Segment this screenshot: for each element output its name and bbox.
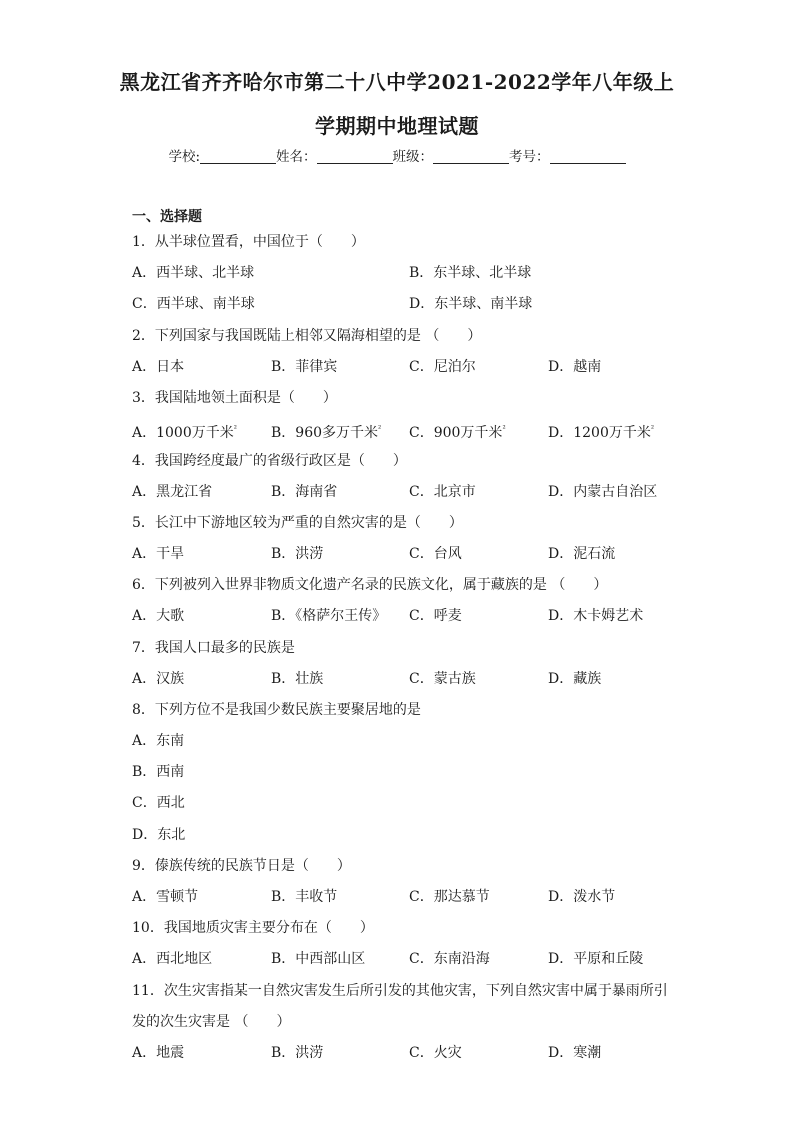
school-blank[interactable] bbox=[200, 149, 276, 164]
q1-option-b[interactable]: B．东半球、北半球 bbox=[409, 265, 532, 281]
q8-option-c[interactable]: C．西北 bbox=[132, 795, 185, 811]
q9-option-b[interactable]: B．丰收节 bbox=[271, 889, 338, 905]
question-stem-11-cont: 发的次生灾害是 （ ） bbox=[132, 1014, 291, 1030]
question-stem-11: 11．次生灾害指某一自然灾害发生后所引发的其他灾害，下列自然灾害中属于暴雨所引 bbox=[132, 983, 668, 999]
q3-option-b[interactable]: B．960多万千米$^{^2}$ bbox=[271, 424, 382, 441]
q6-option-a[interactable]: A．大歌 bbox=[132, 608, 185, 624]
question-stem-2: 2．下列国家与我国既陆上相邻又隔海相望的是 （ ） bbox=[132, 328, 482, 344]
q2-option-c[interactable]: C．尼泊尔 bbox=[409, 359, 476, 375]
question-stem-9: 9．傣族传统的民族节日是（ ） bbox=[132, 858, 351, 874]
q8-option-b[interactable]: B．西南 bbox=[132, 764, 185, 780]
q9-option-a[interactable]: A．雪顿节 bbox=[132, 889, 199, 905]
q6-option-d[interactable]: D．木卡姆艺术 bbox=[548, 608, 644, 624]
q7-option-d[interactable]: D．藏族 bbox=[548, 671, 602, 687]
student-info-row bbox=[0, 145, 794, 165]
q1-option-d[interactable]: D．东半球、南半球 bbox=[409, 296, 533, 312]
doc-title-line-2: 学期期中地理试题 bbox=[315, 114, 479, 138]
q3-option-d[interactable]: D．1200万千米$^{^2}$ bbox=[548, 424, 655, 441]
q11-option-a[interactable]: A．地震 bbox=[132, 1045, 185, 1061]
q9-option-d[interactable]: D．泼水节 bbox=[548, 889, 616, 905]
section-title: 一、选择题 bbox=[132, 209, 202, 225]
question-stem-3: 3．我国陆地领土面积是（ ） bbox=[132, 390, 337, 406]
q1-option-c[interactable]: C．西半球、南半球 bbox=[132, 296, 255, 312]
q1-option-a[interactable]: A．西半球、北半球 bbox=[132, 265, 255, 281]
q5-option-b[interactable]: B．洪涝 bbox=[271, 546, 324, 562]
question-stem-1: 1．从半球位置看，中国位于（ ） bbox=[132, 234, 365, 250]
school-label: 学校: bbox=[168, 149, 201, 165]
question-stem-4: 4．我国跨经度最广的省级行政区是（ ） bbox=[132, 453, 407, 469]
q6-option-c[interactable]: C．呼麦 bbox=[409, 608, 462, 624]
q5-option-c[interactable]: C．台风 bbox=[409, 546, 462, 562]
q5-option-d[interactable]: D．泥石流 bbox=[548, 546, 616, 562]
exam-no-blank[interactable] bbox=[550, 149, 626, 164]
q10-option-a[interactable]: A．西北地区 bbox=[132, 951, 213, 967]
doc-title-line-1: 黑龙江省齐齐哈尔市第二十八中学2021-2022学年八年级上 bbox=[119, 70, 675, 94]
q10-option-d[interactable]: D．平原和丘陵 bbox=[548, 951, 644, 967]
q10-option-b[interactable]: B．中西部山区 bbox=[271, 951, 366, 967]
q11-option-c[interactable]: C．火灾 bbox=[409, 1045, 462, 1061]
exam-no-label: 考号： bbox=[509, 149, 550, 165]
q4-option-a[interactable]: A．黑龙江省 bbox=[132, 484, 213, 500]
q7-option-c[interactable]: C．蒙古族 bbox=[409, 671, 476, 687]
q2-option-a[interactable]: A．日本 bbox=[132, 359, 185, 375]
q11-option-b[interactable]: B．洪涝 bbox=[271, 1045, 324, 1061]
q9-option-c[interactable]: C．那达慕节 bbox=[409, 889, 490, 905]
q4-option-c[interactable]: C．北京市 bbox=[409, 484, 476, 500]
q7-option-b[interactable]: B．壮族 bbox=[271, 671, 324, 687]
question-stem-10: 10．我国地质灾害主要分布在（ ） bbox=[132, 920, 374, 936]
q7-option-a[interactable]: A．汉族 bbox=[132, 671, 185, 687]
q3-option-c[interactable]: C．900万千米$^{^2}$ bbox=[409, 424, 506, 441]
q4-option-b[interactable]: B．海南省 bbox=[271, 484, 338, 500]
q5-option-a[interactable]: A．干旱 bbox=[132, 546, 185, 562]
q8-option-a[interactable]: A．东南 bbox=[132, 733, 185, 749]
class-label: 班级： bbox=[392, 149, 434, 165]
q2-option-b[interactable]: B．菲律宾 bbox=[271, 359, 338, 375]
question-stem-5: 5．长江中下游地区较为严重的自然灾害的是（ ） bbox=[132, 515, 463, 531]
q8-option-d[interactable]: D．东北 bbox=[132, 827, 186, 843]
class-blank[interactable] bbox=[433, 149, 509, 164]
q3-option-a[interactable]: A．1000万千米$^{^2}$ bbox=[132, 424, 237, 441]
question-stem-7: 7．我国人口最多的民族是 bbox=[132, 640, 295, 656]
question-stem-8: 8．下列方位不是我国少数民族主要聚居地的是 bbox=[132, 702, 421, 718]
q10-option-c[interactable]: C．东南沿海 bbox=[409, 951, 490, 967]
name-label: 姓名： bbox=[276, 149, 317, 165]
q11-option-d[interactable]: D．寒潮 bbox=[548, 1045, 602, 1061]
q4-option-d[interactable]: D．内蒙古自治区 bbox=[548, 484, 658, 500]
q2-option-d[interactable]: D．越南 bbox=[548, 359, 602, 375]
q6-option-b[interactable]: B．《格萨尔王传》 bbox=[271, 608, 387, 624]
name-blank[interactable] bbox=[317, 149, 393, 164]
question-stem-6: 6．下列被列入世界非物质文化遗产名录的民族文化，属于藏族的是 （ ） bbox=[132, 577, 608, 593]
